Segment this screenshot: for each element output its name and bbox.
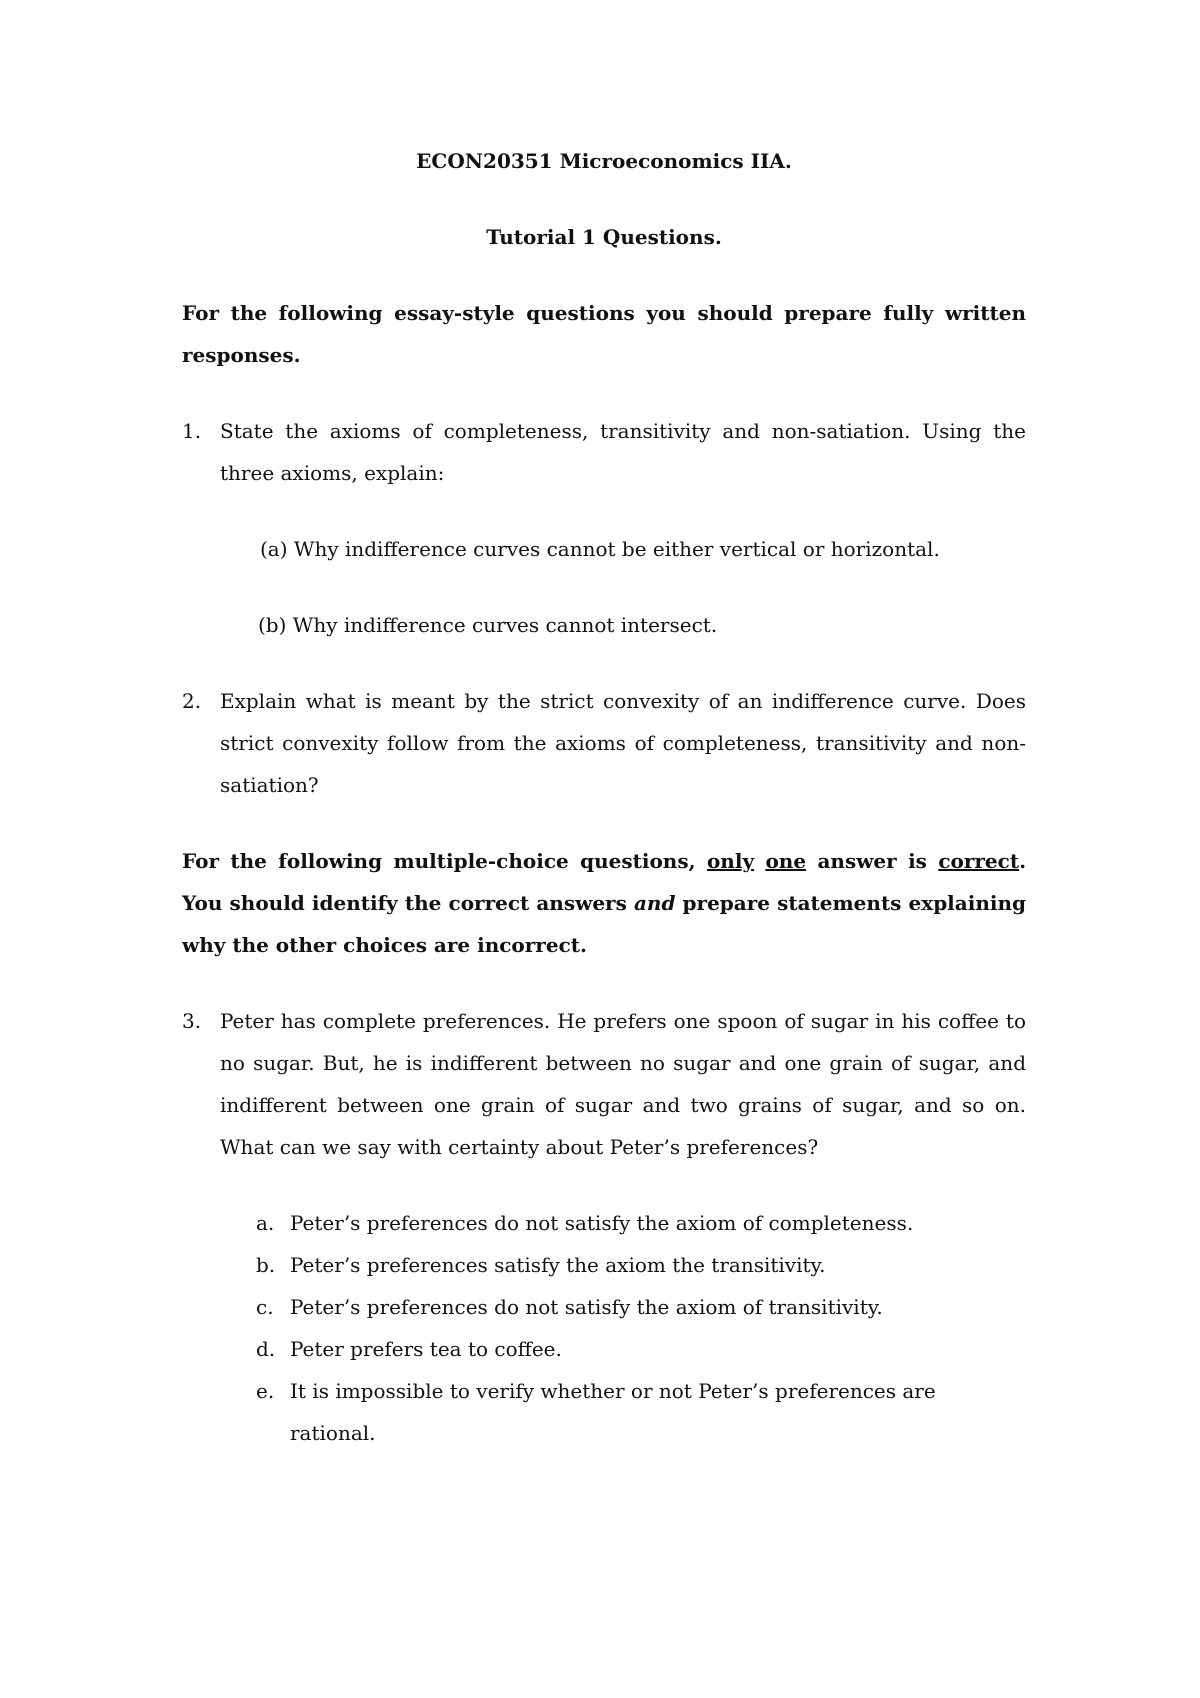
question-3 [182,1000,1026,1168]
question-text: State the axioms of completeness, transitivity and non-satiation. Using the three axioms, explain: [220,419,1026,485]
question-text: Explain what is meant by the strict convexity of an indifference curve. Does strict convexity follow from the axioms of completeness, transitivity and non-satiation? [220,689,1026,797]
option-text: It is impossible to verify whether or not Peter’s preferences are rational. [290,1379,936,1445]
mcq-instruction-emphasis-correct: correct [938,849,1020,873]
question-text: Peter has complete preferences. He prefers one spoon of sugar in his coffee to no sugar. But, he is indifferent between no sugar and one grain of sugar, and indifferent between one grain of sugar and two grains of sugar, and so on. What can we say with certainty about Peter’s preferences? [220,1009,1026,1159]
document-subtitle: Tutorial 1 Questions. [486,225,722,249]
question-2 [182,680,1026,806]
mcq-instruction-emphasis-only: only [706,849,755,873]
option-letter: a. [256,1211,275,1235]
mcq-instruction-text: answer is [806,849,939,873]
mcq-instruction [182,840,1026,966]
document-content [182,140,1026,1454]
option-text: Peter’s preferences do not satisfy the axiom of transitivity. [290,1295,883,1319]
option-letter: d. [256,1337,276,1361]
mcq-instruction-emphasis-and: and [633,891,676,915]
option-text: Peter’s preferences do not satisfy the axiom of completeness. [290,1211,914,1235]
question-number: 2. [182,689,202,713]
question-number: 3. [182,1009,202,1033]
answer-option-b [256,1244,1026,1286]
mcq-instruction-text: prepare statements explaining why the other choices are incorrect. [182,891,1026,957]
mcq-instruction-text: For the following multiple-choice questions, [182,849,707,873]
question-number: 1. [182,419,202,443]
answer-options [182,1202,1026,1454]
mcq-instruction-space [754,849,765,873]
mcq-instruction-emphasis-one: one [765,849,807,873]
answer-option-a [256,1202,1026,1244]
answer-option-e [256,1370,1026,1454]
question-1-part-a: (a) Why indifference curves cannot be either vertical or horizontal. [260,537,940,561]
answer-option-c [256,1286,1026,1328]
document-title: ECON20351 Microeconomics IIA. [416,149,792,173]
answer-option-d [256,1328,1026,1370]
option-text: Peter prefers tea to coffee. [290,1337,562,1361]
mcq-instruction-text: . You should identify the correct answers [182,849,1027,915]
option-text: Peter’s preferences satisfy the axiom the transitivity. [290,1253,826,1277]
option-letter: b. [256,1253,276,1277]
question-1-part-b: (b) Why indifference curves cannot intersect. [258,613,718,637]
question-1 [182,410,1026,494]
option-letter: e. [256,1379,275,1403]
essay-instruction: For the following essay-style questions you should prepare fully written responses. [182,301,1026,367]
option-letter: c. [256,1295,274,1319]
